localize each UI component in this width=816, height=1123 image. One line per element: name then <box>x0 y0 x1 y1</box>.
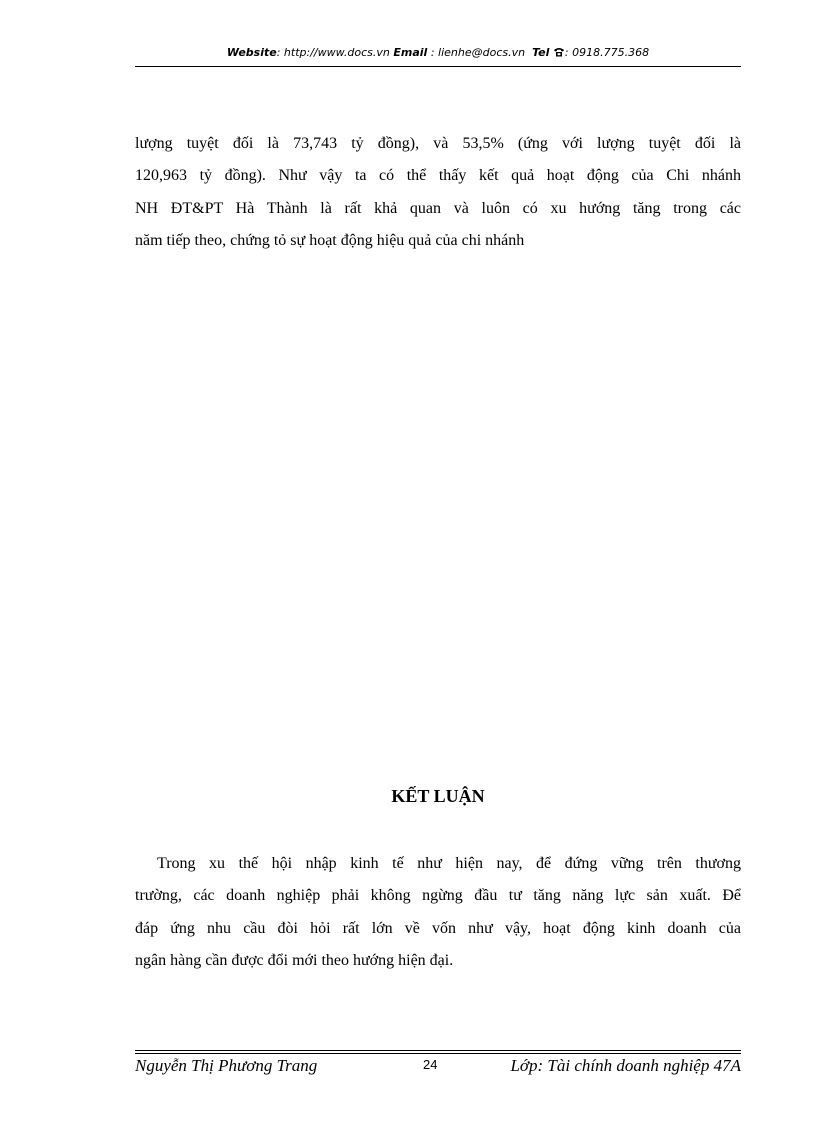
section-heading: KẾT LUẬN <box>391 786 485 806</box>
text-line: ngân hàng cần được đổi mới theo hướng hiện đại. <box>135 951 454 969</box>
header-rule <box>135 66 741 67</box>
text-line: 120,963 tỷ đồng). Như vậy ta có thể thấy kết quả hoạt động của Chi nhánh <box>135 167 741 185</box>
text-line: trường, các doanh nghiệp phải không ngừng đầu tư tăng năng lực sản xuất. Để <box>135 887 741 905</box>
website-value: : http://www.docs.vn <box>276 46 390 59</box>
footer-class: Lớp: Tài chính doanh nghiệp 47A <box>510 1056 741 1075</box>
footer-rule <box>135 1053 741 1054</box>
page-footer <box>135 1056 741 1078</box>
tel-value: : 0918.775.368 <box>564 46 650 59</box>
text-line: đáp ứng nhu cầu đòi hỏi rất lớn về vốn như vậy, hoạt động kinh doanh của <box>135 919 741 937</box>
text-line: Trong xu thế hội nhập kinh tế như hiện nay, để đứng vững trên thương <box>157 855 741 872</box>
text-line: năm tiếp theo, chứng tỏ sự hoạt động hiệu quả của chi nhánh <box>135 231 525 249</box>
email-value: : lienhe@docs.vn <box>430 46 526 59</box>
tel-label: Tel <box>532 46 550 59</box>
email-label: Email <box>393 46 428 59</box>
footer-rule <box>135 1050 741 1051</box>
footer-author: Nguyễn Thị Phương Trang <box>135 1056 318 1075</box>
paragraph-continuation <box>135 128 741 257</box>
page-number: 24 <box>423 1057 438 1072</box>
text-line: lượng tuyệt đối là 73,743 tỷ đồng), và 53,5% (ứng với lượng tuyệt đối là <box>135 135 741 152</box>
paragraph-conclusion <box>135 848 741 977</box>
page-header <box>135 46 741 64</box>
website-label: Website <box>226 46 277 59</box>
phone-icon <box>553 47 565 57</box>
text-line: NH ĐT&PT Hà Thành là rất khả quan và luôn có xu hướng tăng trong các <box>135 199 741 217</box>
